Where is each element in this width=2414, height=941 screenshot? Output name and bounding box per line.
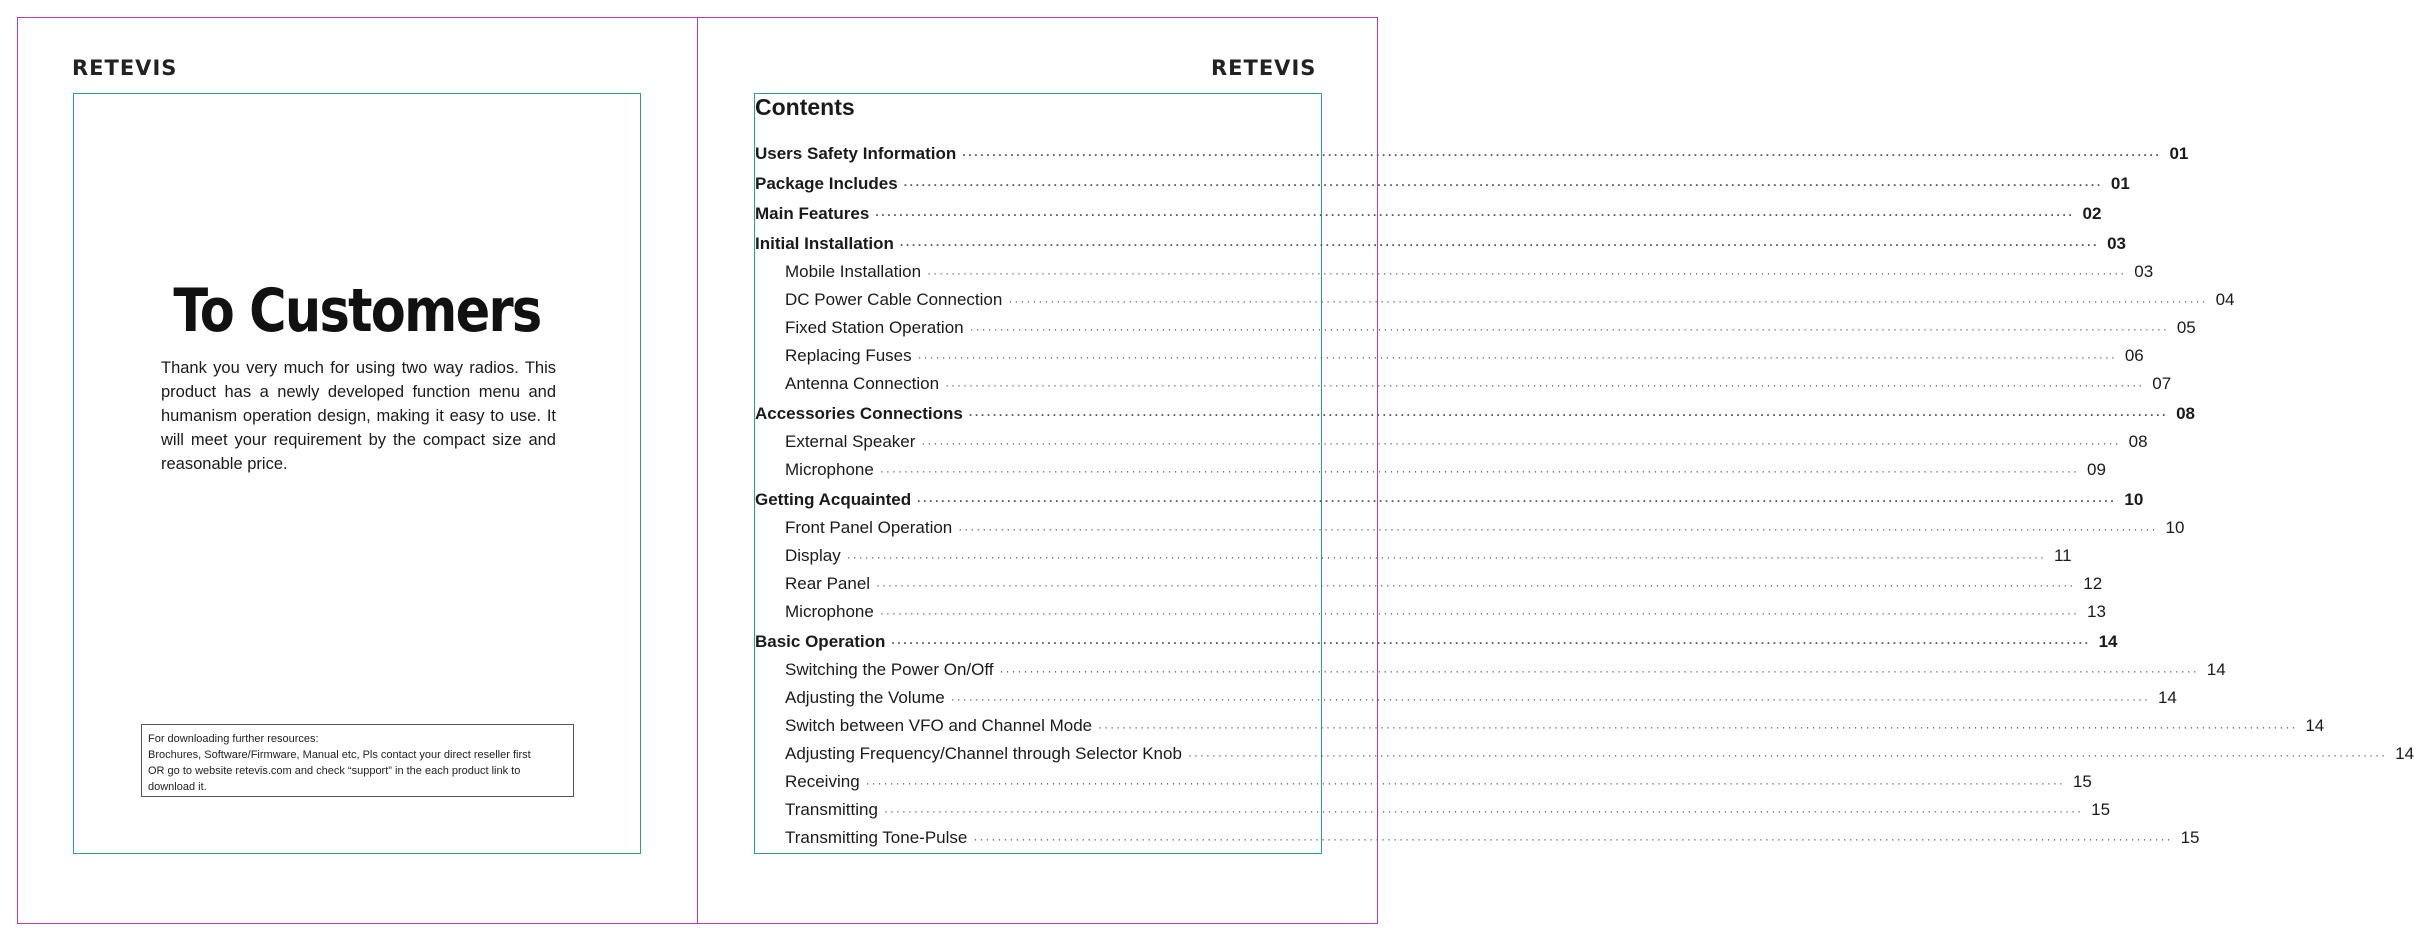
toc-entry-title: DC Power Cable Connection	[785, 290, 1003, 309]
resources-line: download it.	[148, 781, 207, 793]
toc-entry-title: Users Safety Information	[755, 144, 957, 163]
toc-leader-dots: ········································································································································································································	[1187, 748, 2388, 762]
toc-entry-title: Basic Operation	[755, 632, 886, 651]
svg-text:RETEVIS: RETEVIS	[72, 56, 178, 80]
toc-leader-dots: ········································································································································································································	[999, 664, 2199, 678]
toc-leader-dots: ········································································································································································································	[962, 148, 2162, 162]
toc-entry-page: 14	[2305, 716, 2325, 735]
toc-entry-page: 14	[2157, 688, 2177, 707]
toc-leader-dots: ········································································································································································································	[891, 636, 2091, 650]
toc-entry[interactable]	[755, 688, 2177, 712]
toc-entry-page: 15	[2072, 772, 2092, 791]
toc-entry-page: 13	[2087, 602, 2106, 621]
toc-entry-title: Initial Installation	[755, 234, 894, 253]
toc-entry[interactable]	[755, 716, 2325, 740]
customers-frame	[73, 93, 641, 854]
toc-entry[interactable]	[755, 318, 2196, 342]
toc-entry-title: Adjusting the Volume	[785, 688, 945, 707]
toc-entry-title: Microphone	[785, 460, 874, 479]
toc-leader-dots: ········································································································································································································	[973, 832, 2173, 846]
toc-entry[interactable]	[755, 800, 2111, 824]
toc-entry-page: 14	[2206, 660, 2226, 679]
toc-leader-dots: ········································································································································································································	[865, 776, 2065, 790]
toc-entry[interactable]	[755, 772, 2092, 796]
toc-entry-page: 14	[2395, 744, 2414, 763]
toc-entry-page: 05	[2176, 318, 2196, 337]
toc-leader-dots: ········································································································································································································	[883, 804, 2084, 818]
toc-entry-title: Accessories Connections	[755, 404, 963, 423]
toc-entry[interactable]	[755, 602, 2106, 626]
toc-entry-page: 11	[2053, 546, 2072, 565]
toc-leader-dots: ········································································································································································································	[1098, 720, 2298, 734]
toc-leader-dots: ········································································································································································································	[903, 178, 2103, 192]
toc-entry-page: 01	[2169, 144, 2189, 163]
toc-entry-title: Main Features	[755, 204, 870, 223]
toc-entry[interactable]	[755, 204, 2102, 228]
toc-entry-page: 08	[2128, 432, 2148, 451]
toc-entry[interactable]	[755, 404, 2195, 428]
contents-heading: Contents	[755, 94, 855, 120]
toc-entry-page: 10	[2124, 490, 2144, 509]
resources-line: For downloading further resources:	[148, 733, 319, 745]
toc-entry-title: Switch between VFO and Channel Mode	[785, 716, 1093, 735]
toc-entry-title: Front Panel Operation	[785, 518, 953, 537]
toc-leader-dots: ········································································································································································································	[1008, 294, 2208, 308]
toc-entry-page: 03	[2107, 234, 2126, 253]
toc-leader-dots: ········································································································································································································	[879, 606, 2080, 620]
toc-entry[interactable]	[755, 546, 2072, 570]
toc-entry[interactable]	[755, 374, 2172, 398]
toc-entry-title: Transmitting	[785, 800, 878, 819]
toc-entry-title: Getting Acquainted	[755, 490, 912, 509]
toc-entry-page: 06	[2124, 346, 2144, 365]
toc-entry-page: 02	[2082, 204, 2102, 223]
toc-entry-title: Transmitting Tone-Pulse	[785, 828, 968, 847]
toc-leader-dots: ········································································································································································································	[879, 464, 2080, 478]
svg-text:RETEVIS: RETEVIS	[1211, 56, 1317, 80]
toc-entry[interactable]	[755, 432, 2148, 456]
toc-leader-dots: ········································································································································································································	[958, 522, 2158, 536]
toc-entry-page: 14	[2098, 632, 2118, 651]
toc-entry-title: Antenna Connection	[785, 374, 940, 393]
toc-entry-title: Rear Panel	[785, 574, 871, 593]
toc-entry-page: 15	[2091, 800, 2111, 819]
toc-entry[interactable]	[755, 744, 2414, 768]
toc-entry-page: 12	[2083, 574, 2103, 593]
toc-entry[interactable]	[755, 490, 2144, 514]
toc-entry-title: Receiving	[785, 772, 860, 791]
toc-leader-dots: ········································································································································································································	[917, 350, 2117, 364]
toc-entry-title: Mobile Installation	[785, 262, 922, 281]
toc-entry-title: Fixed Station Operation	[785, 318, 964, 337]
toc-entry-page: 03	[2134, 262, 2154, 281]
toc-entry[interactable]	[755, 632, 2118, 656]
toc-entry-title: External Speaker	[785, 432, 916, 451]
toc-leader-dots: ········································································································································································································	[950, 692, 2150, 706]
toc-entry[interactable]	[755, 518, 2185, 542]
intro-paragraph: Thank you very much for using two way radios. This product has a newly developed function menu and humanism operation design, making it easy to use. It will meet your requirement by the compact size and reasonable price.	[161, 359, 556, 473]
toc-entry-page: 15	[2180, 828, 2200, 847]
customers-heading: To Customers	[173, 276, 541, 346]
toc-entry-title: Switching the Power On/Off	[785, 660, 994, 679]
contents-frame	[754, 93, 2414, 854]
toc-entry[interactable]	[755, 828, 2200, 852]
resources-box	[141, 724, 574, 797]
resources-line: OR go to website retevis.com and check “support” in the each product link to	[148, 765, 521, 777]
toc-leader-dots: ········································································································································································································	[968, 408, 2169, 422]
toc-entry[interactable]	[755, 346, 2144, 370]
toc-entry-page: 09	[2087, 460, 2106, 479]
toc-leader-dots: ········································································································································································································	[921, 436, 2121, 450]
toc-entry[interactable]	[755, 262, 2154, 286]
toc-entry[interactable]	[755, 660, 2226, 684]
toc-entry-title: Adjusting Frequency/Channel through Selector Knob	[785, 744, 1182, 763]
toc-leader-dots: ········································································································································································································	[846, 550, 2046, 564]
retevis-logo-left	[72, 56, 184, 78]
toc-leader-dots: ········································································································································································································	[875, 208, 2075, 222]
toc-leader-dots: ········································································································································································································	[876, 578, 2076, 592]
toc-entry-page: 01	[2110, 174, 2130, 193]
toc-entry[interactable]	[755, 144, 2189, 168]
toc-entry-title: Package Includes	[755, 174, 898, 193]
toc-entry-title: Microphone	[785, 602, 874, 621]
toc-entry-page: 10	[2165, 518, 2185, 537]
toc-leader-dots: ········································································································································································································	[969, 322, 2169, 336]
toc-entry-page: 07	[2152, 374, 2172, 393]
toc-entry[interactable]	[755, 574, 2103, 598]
resources-line: Brochures, Software/Firmware, Manual etc, Pls contact your direct reseller first	[148, 749, 531, 761]
toc-leader-dots: ········································································································································································································	[899, 238, 2100, 252]
toc-leader-dots: ········································································································································································································	[945, 378, 2145, 392]
retevis-logo-right	[1211, 56, 1323, 78]
toc-entry[interactable]	[755, 234, 2126, 258]
toc-leader-dots: ········································································································································································································	[917, 494, 2117, 508]
toc-entry-title: Replacing Fuses	[785, 346, 912, 365]
toc-entry[interactable]	[755, 290, 2235, 314]
toc-leader-dots: ········································································································································································································	[927, 266, 2127, 280]
toc-entry[interactable]	[755, 460, 2106, 484]
toc-entry-page: 04	[2215, 290, 2235, 309]
toc-entry[interactable]	[755, 174, 2130, 198]
toc-entry-title: Display	[785, 546, 841, 565]
toc-entry-page: 08	[2176, 404, 2195, 423]
